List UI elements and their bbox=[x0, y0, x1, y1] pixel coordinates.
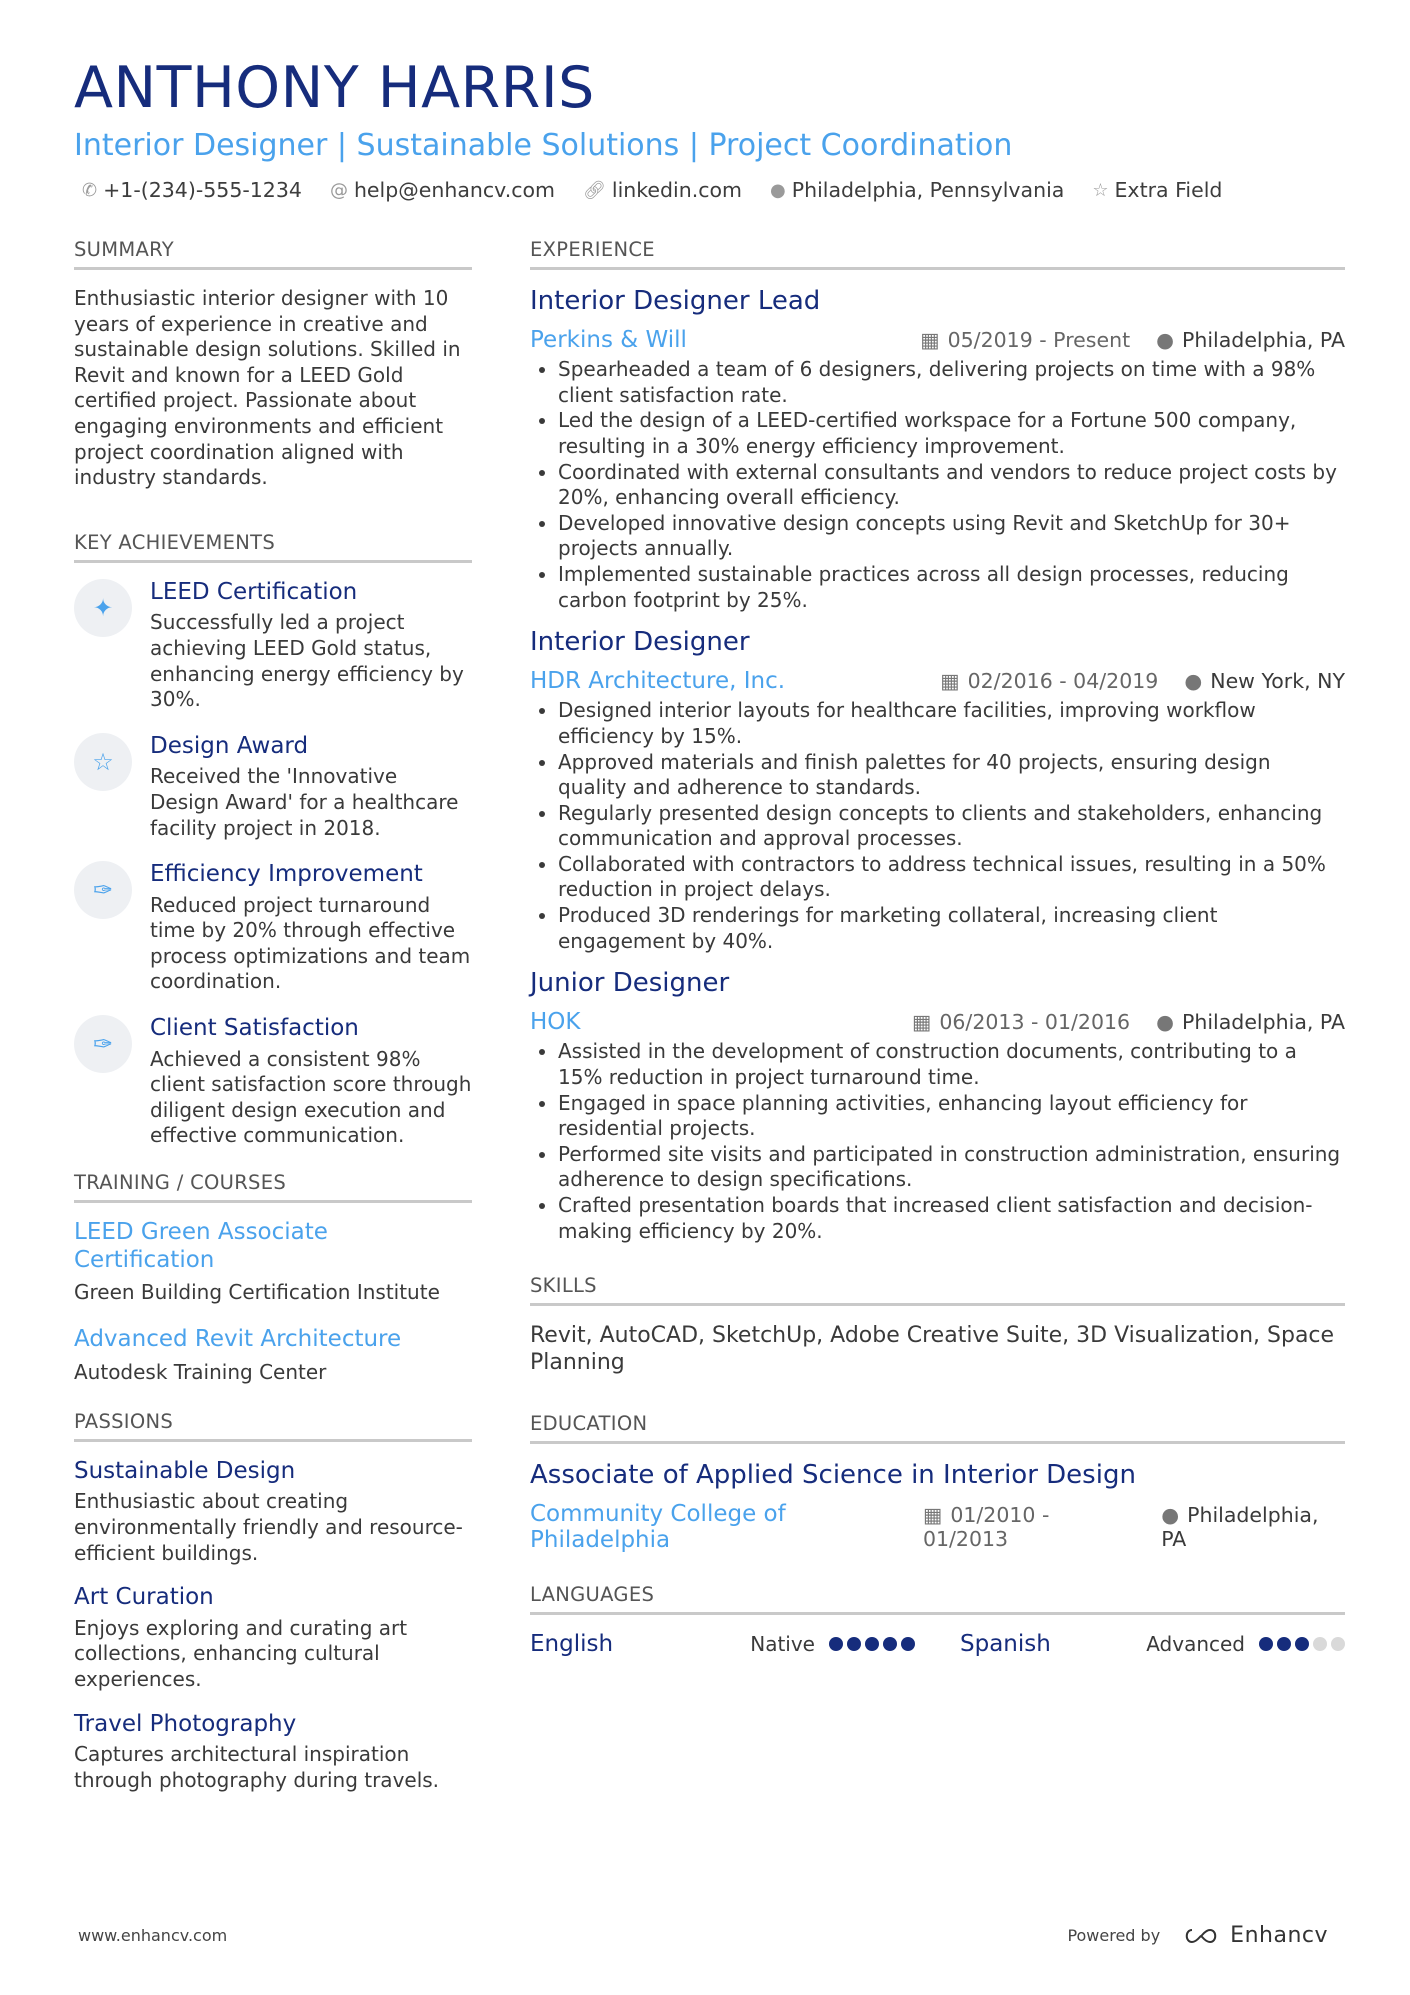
achievements-section bbox=[74, 531, 472, 1149]
resume-page bbox=[74, 55, 1346, 1792]
proficiency-dots bbox=[1259, 1637, 1345, 1651]
contact-bar bbox=[74, 178, 1346, 202]
enhancv-logo[interactable] bbox=[1182, 1923, 1328, 1948]
achievement-title: Efficiency Improvement bbox=[150, 861, 423, 888]
proficiency-dot bbox=[829, 1637, 843, 1651]
job-dates: 06/2013 - 01/2016 bbox=[939, 1010, 1131, 1035]
bullet: • Performed site visits and participated in construction administration, ensuring adherence to design specifications. bbox=[558, 1142, 1345, 1193]
star-icon: ☆ bbox=[1092, 179, 1109, 201]
language-name: Spanish bbox=[960, 1631, 1051, 1658]
proficiency-dot bbox=[1277, 1637, 1291, 1651]
job-entry bbox=[530, 286, 1345, 613]
bullet: • Designed interior layouts for healthcare facilities, improving workflow efficiency by 15%. bbox=[558, 698, 1345, 749]
bullet: • Regularly presented design concepts to clients and stakeholders, enhancing communication and approval processes. bbox=[558, 801, 1345, 852]
language-level: Native bbox=[750, 1632, 815, 1657]
course-title: LEED Green Associate Certification bbox=[74, 1219, 328, 1273]
bullet: • Coordinated with external consultants and vendors to reduce project costs by 20%, enhancing overall efficiency. bbox=[558, 460, 1345, 511]
powered-by-label: Powered by bbox=[1067, 1926, 1161, 1945]
achievement-text: Received the 'Innovative Design Award' for a healthcare facility project in 2018. bbox=[150, 764, 459, 840]
job-dates: 02/2016 - 04/2019 bbox=[967, 669, 1159, 694]
proficiency-dot bbox=[1295, 1637, 1309, 1651]
link-icon: 🔗︎ bbox=[583, 179, 606, 201]
section-heading: SUMMARY bbox=[74, 238, 472, 270]
contact-email[interactable]: @ help@enhancv.com bbox=[329, 178, 556, 202]
bullet: • Approved materials and finish palettes for 40 projects, ensuring design quality and adherence to standards. bbox=[558, 750, 1345, 801]
magic-icon: ✦ bbox=[74, 579, 132, 637]
job-entry bbox=[530, 627, 1345, 954]
course-org: Green Building Certification Institute bbox=[74, 1280, 440, 1305]
job-entry bbox=[530, 968, 1345, 1244]
section-heading: PASSIONS bbox=[74, 1410, 472, 1442]
candidate-name: ANTHONY HARRIS bbox=[74, 55, 595, 121]
proficiency-dots bbox=[829, 1637, 915, 1651]
location-icon: ● bbox=[770, 179, 786, 201]
infinity-icon bbox=[1182, 1926, 1220, 1946]
job-bullets bbox=[530, 357, 1345, 613]
at-icon: @ bbox=[329, 179, 348, 201]
section-heading: KEY ACHIEVEMENTS bbox=[74, 531, 472, 563]
summary-section bbox=[74, 238, 472, 491]
achievement-title: Design Award bbox=[150, 732, 309, 759]
language-item bbox=[960, 1631, 1345, 1657]
achievement-item bbox=[74, 733, 472, 841]
training-section bbox=[74, 1171, 472, 1384]
job-location: New York, NY bbox=[1210, 669, 1345, 694]
bullet: • Led the design of a LEED-certified workspace for a Fortune 500 company, resulting in a 30% energy efficiency improvement. bbox=[558, 408, 1345, 459]
passion-title: Sustainable Design bbox=[74, 1457, 296, 1484]
bullet: • Engaged in space planning activities, enhancing layout efficiency for residential projects. bbox=[558, 1091, 1345, 1142]
contact-location: ● Philadelphia, Pennsylvania bbox=[770, 178, 1065, 202]
company-name: HOK bbox=[530, 1009, 581, 1036]
job-bullets bbox=[530, 1039, 1345, 1244]
passions-section bbox=[74, 1410, 472, 1794]
candidate-title: Interior Designer | Sustainable Solutions | Project Coordination bbox=[74, 128, 1013, 163]
passion-text: Enthusiastic about creating environmentally friendly and resource-efficient buildings. bbox=[74, 1489, 463, 1565]
wand-icon: ✑ bbox=[74, 861, 132, 919]
achievement-item bbox=[74, 579, 472, 713]
skills-text: Revit, AutoCAD, SketchUp, Adobe Creative Suite, 3D Visualization, Space Planning bbox=[530, 1323, 1335, 1376]
job-dates: 05/2019 - Present bbox=[947, 328, 1131, 353]
bullet: • Crafted presentation boards that increased client satisfaction and decision-making efficiency by 20%. bbox=[558, 1193, 1345, 1244]
bullet: • Assisted in the development of construction documents, contributing to a 15% reduction in project turnaround time. bbox=[558, 1039, 1345, 1090]
company-name: Perkins & Will bbox=[530, 327, 687, 354]
company-name: HDR Architecture, Inc. bbox=[530, 668, 786, 695]
course-org: Autodesk Training Center bbox=[74, 1359, 327, 1384]
achievement-title: Client Satisfaction bbox=[150, 1015, 359, 1042]
bullet: • Produced 3D renderings for marketing collateral, increasing client engagement by 40%. bbox=[558, 903, 1345, 954]
contact-linkedin[interactable]: 🔗︎ linkedin.com bbox=[583, 178, 743, 202]
footer-website[interactable]: www.enhancv.com bbox=[78, 1926, 228, 1945]
calendar-icon: ▦ bbox=[922, 1503, 943, 1528]
phone-icon: ✆ bbox=[82, 179, 98, 201]
language-level: Advanced bbox=[1146, 1632, 1245, 1657]
location-icon: ● bbox=[1161, 1503, 1180, 1528]
brand-name: Enhancv bbox=[1230, 1923, 1328, 1948]
proficiency-dot bbox=[883, 1637, 897, 1651]
section-heading: EXPERIENCE bbox=[530, 238, 1345, 270]
achievement-text: Successfully led a project achieving LEED Gold status, enhancing energy efficiency by 30%. bbox=[150, 610, 464, 712]
education-section bbox=[530, 1412, 1345, 1553]
location-icon: ● bbox=[1156, 328, 1174, 353]
job-location: Philadelphia, PA bbox=[1182, 328, 1345, 353]
achievement-text: Achieved a consistent 98% client satisfaction score through diligent design execution and effective communication. bbox=[150, 1046, 472, 1148]
course-title: Advanced Revit Architecture bbox=[74, 1326, 402, 1353]
calendar-icon: ▦ bbox=[911, 1010, 932, 1035]
summary-text: Enthusiastic interior designer with 10 years of experience in creative and sustainable design solutions. Skilled in Revit and known for a LEED Gold certified project. Passionate about engaging environments and efficient project coordination aligned with industry standards. bbox=[74, 286, 461, 490]
left-column bbox=[74, 238, 472, 1833]
location-icon: ● bbox=[1156, 1010, 1174, 1035]
experience-section bbox=[530, 238, 1345, 1244]
proficiency-dot bbox=[1313, 1637, 1327, 1651]
language-item bbox=[530, 1631, 915, 1657]
proficiency-dot bbox=[1331, 1637, 1345, 1651]
section-heading: EDUCATION bbox=[530, 1412, 1345, 1444]
section-heading: LANGUAGES bbox=[530, 1583, 1345, 1615]
contact-extra: ☆ Extra Field bbox=[1092, 178, 1223, 202]
achievement-text: Reduced project turnaround time by 20% through effective process optimizations and team coordination. bbox=[150, 892, 471, 994]
bullet: • Collaborated with contractors to address technical issues, resulting in a 50% reduction in project delays. bbox=[558, 852, 1345, 903]
achievement-item bbox=[74, 861, 472, 995]
languages-section bbox=[530, 1583, 1345, 1657]
passion-text: Captures architectural inspiration through photography during travels. bbox=[74, 1742, 440, 1792]
right-column bbox=[530, 238, 1345, 1833]
achievement-item bbox=[74, 1015, 472, 1149]
section-heading: TRAINING / COURSES bbox=[74, 1171, 472, 1203]
calendar-icon: ▦ bbox=[940, 669, 960, 694]
job-bullets bbox=[530, 698, 1345, 954]
passion-title: Travel Photography bbox=[74, 1710, 297, 1737]
job-location: Philadelphia, PA bbox=[1182, 1010, 1345, 1035]
star-icon: ☆ bbox=[74, 733, 132, 791]
content-columns bbox=[74, 238, 1346, 1833]
degree-title: Associate of Applied Science in Interior Design bbox=[530, 1460, 1136, 1491]
location-icon: ● bbox=[1184, 669, 1203, 694]
bullet: • Implemented sustainable practices across all design processes, reducing carbon footprint by 25%. bbox=[558, 562, 1345, 613]
section-heading: SKILLS bbox=[530, 1274, 1345, 1306]
footer bbox=[78, 1923, 1328, 1948]
school-name: Community College of Philadelphia bbox=[530, 1501, 786, 1554]
language-name: English bbox=[530, 1631, 614, 1658]
achievement-title: LEED Certification bbox=[150, 578, 358, 605]
contact-phone[interactable]: ✆ +1-(234)-555-1234 bbox=[82, 178, 302, 202]
wand-icon: ✑ bbox=[74, 1015, 132, 1073]
bullet: • Spearheaded a team of 6 designers, delivering projects on time with a 98% client satisfaction rate. bbox=[558, 357, 1345, 408]
job-title: Interior Designer Lead bbox=[530, 286, 821, 316]
job-title: Interior Designer bbox=[530, 627, 750, 658]
proficiency-dot bbox=[865, 1637, 879, 1651]
skills-section bbox=[530, 1274, 1345, 1376]
job-title: Junior Designer bbox=[530, 968, 730, 999]
calendar-icon: ▦ bbox=[920, 328, 940, 353]
proficiency-dot bbox=[901, 1637, 915, 1651]
edu-dates: 01/2010 - 01/2013 bbox=[922, 1503, 1050, 1552]
passion-text: Enjoys exploring and curating art collections, enhancing cultural experiences. bbox=[74, 1615, 408, 1691]
edu-location: Philadelphia, PA bbox=[1161, 1503, 1319, 1552]
proficiency-dot bbox=[847, 1637, 861, 1651]
proficiency-dot bbox=[1259, 1637, 1273, 1651]
bullet: • Developed innovative design concepts using Revit and SketchUp for 30+ projects annually. bbox=[558, 511, 1345, 562]
passion-title: Art Curation bbox=[74, 1584, 214, 1611]
